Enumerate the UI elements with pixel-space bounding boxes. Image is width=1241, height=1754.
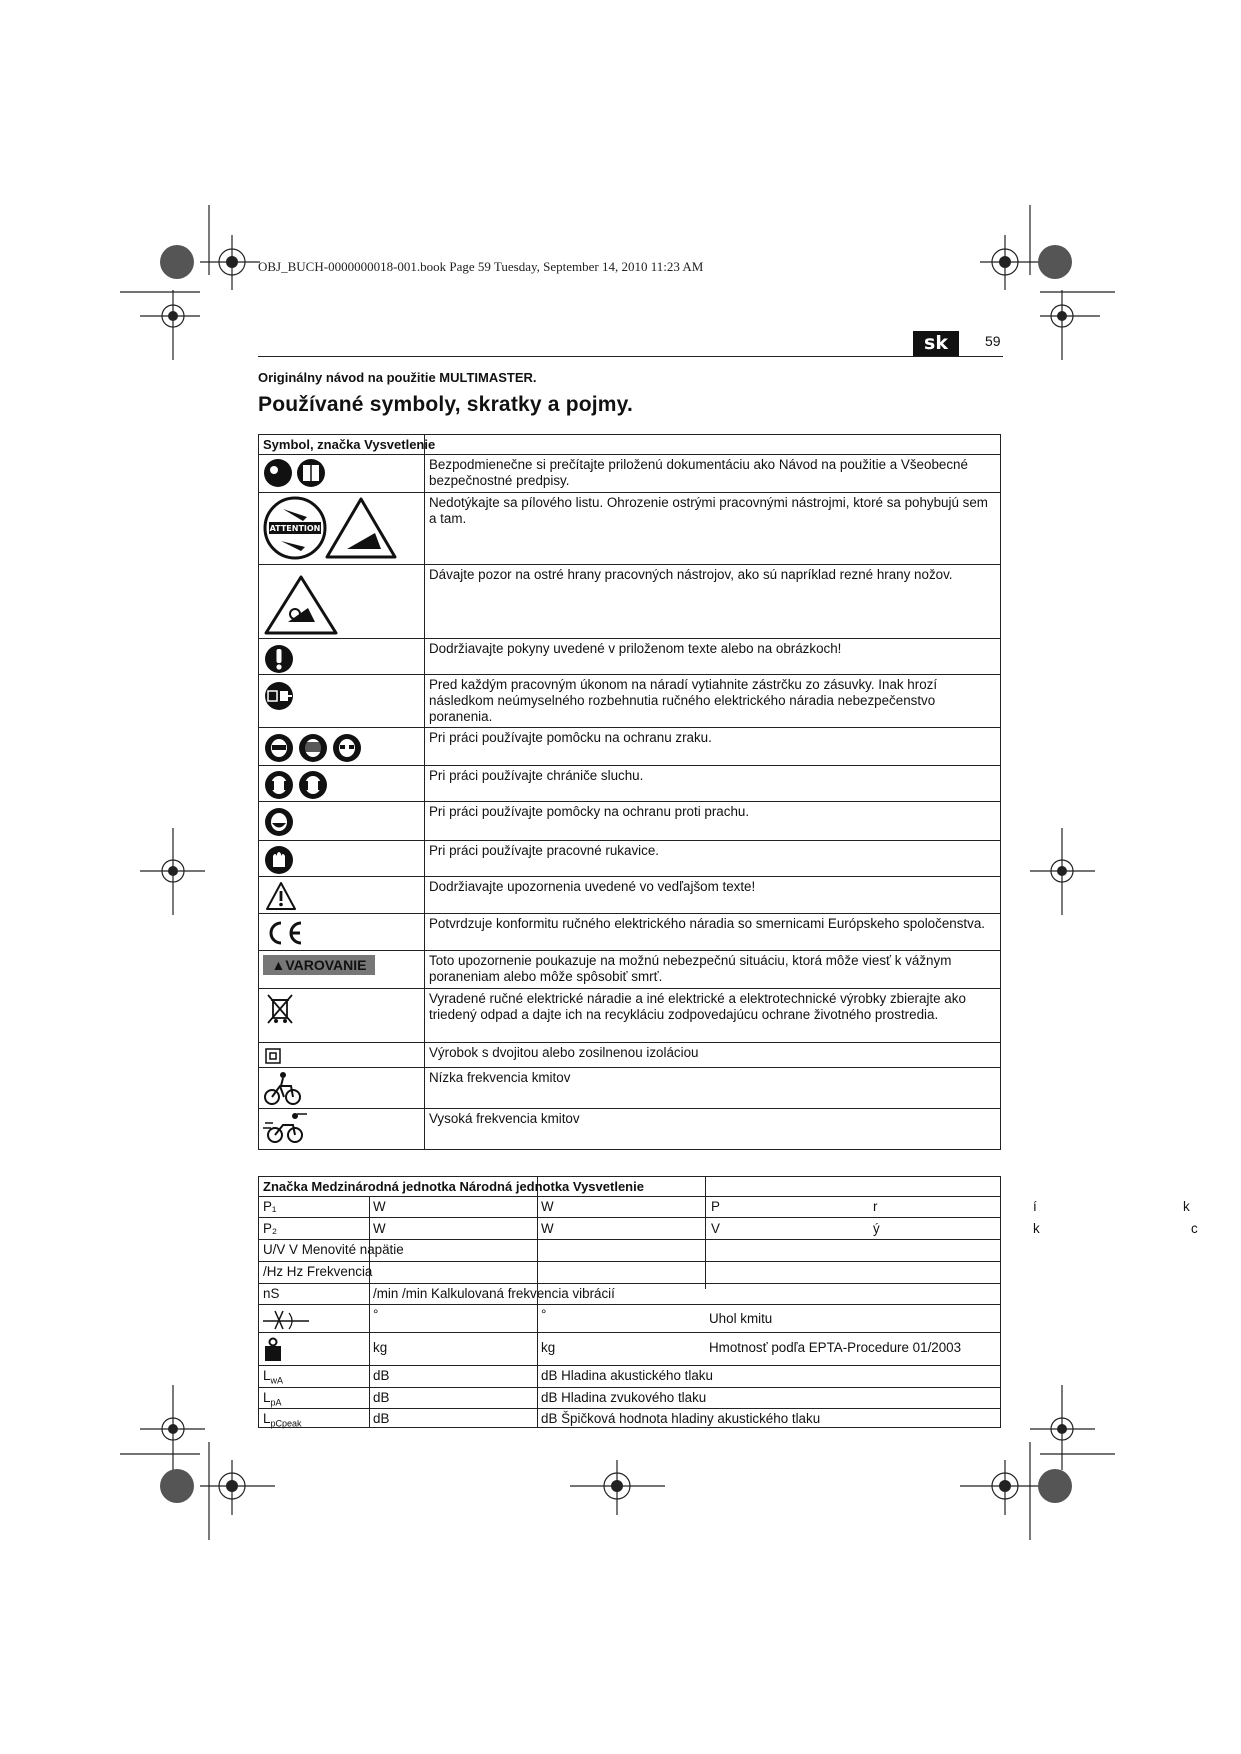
unit-symbol: $L_{pA}$ <box>263 1390 282 1408</box>
symbol-row-text: Dodržiavajte upozornenia uvedené vo vedľajšom texte! <box>429 879 756 894</box>
warning-triangle-icon <box>265 881 297 911</box>
book-file-info: OBJ_BUCH-0000000018-001.book Page 59 Tuesday, September 14, 2010 11:23 AM <box>258 259 704 274</box>
page-title: Používané symboly, skratky a pojmy. <box>258 393 634 416</box>
unit-row-text: U/V V Menovité napätie <box>263 1242 404 1257</box>
eye-protection-icons <box>263 732 363 764</box>
symbol-row-text: Pri práci používajte pracovné rukavice. <box>429 843 659 858</box>
symbol-row-text: Pri práci používajte chrániče sluchu. <box>429 768 644 783</box>
unit-description: V <box>711 1221 720 1236</box>
read-manual-icon <box>263 457 327 489</box>
symbol-row-text: Výrobok s dvojitou alebo zosilnenou izoláciou <box>429 1045 699 1060</box>
unit-national: W <box>541 1221 554 1236</box>
warning-symbol-icon: ▲ <box>271 957 286 973</box>
symbol-row-text: Dávajte pozor na ostré hrany pracovných nástrojov, ako sú napríklad rezné hrany nožov. <box>429 567 953 582</box>
unit-symbol: $L_{wA}$ <box>263 1368 283 1386</box>
weight-icon <box>263 1337 283 1363</box>
unit-description: P <box>711 1199 720 1214</box>
symbols-table <box>258 434 1001 1150</box>
unit-international: dB <box>373 1368 390 1383</box>
varovanie-label <box>263 955 375 975</box>
page-number: 59 <box>985 333 1001 349</box>
unit-symbol: nS <box>263 1286 280 1301</box>
ce-mark-icon <box>265 919 305 947</box>
svg-text:ATTENTION: ATTENTION <box>269 524 321 533</box>
symbol-row-text: Nízka frekvencia kmitov <box>429 1070 571 1085</box>
unit-international: W <box>373 1221 386 1236</box>
unit-description-fragment: k <box>1183 1199 1190 1214</box>
header-rule <box>258 356 1003 357</box>
symbol-row-text: Vyradené ručné elektrické náradie a iné elektrické a elektrotechnické výrobky zbierajte ako triedený odpad a dajte ich na recykláciu zodpovedajúcu ochrane životného prostredia. <box>429 991 966 1022</box>
symbol-row-text: Nedotýkajte sa pílového listu. Ohrozenie ostrými pracovnými nástrojmi, ktoré sa pohybujú sem a tam. <box>429 495 988 526</box>
unit-international: dB <box>373 1411 390 1426</box>
sharp-edge-warning-icon <box>263 574 339 636</box>
bicycle-fast-icon <box>263 1111 309 1145</box>
oscillation-angle-icon <box>261 1307 311 1331</box>
weee-bin-icon <box>265 992 295 1026</box>
unit-description: Hmotnosť podľa EPTA-Procedure 01/2003 <box>709 1340 962 1355</box>
unit-row-text: dB Hladina akustického tlaku <box>541 1368 713 1383</box>
unit-row-text: /min /min Kalkulovaná frekvencia vibrácií <box>373 1286 615 1301</box>
unit-international: dB <box>373 1390 390 1405</box>
unit-international: ° <box>373 1307 379 1322</box>
unit-international: kg <box>373 1340 388 1355</box>
double-insulation-icon <box>265 1048 281 1064</box>
attention-blade-icon <box>263 495 398 561</box>
symbol-row-text: Dodržiavajte pokyny uvedené v priloženom texte alebo na obrázkoch! <box>429 641 842 656</box>
unit-symbol: P₁ <box>263 1199 277 1214</box>
unit-description: Uhol kmitu <box>709 1311 773 1326</box>
units-table-header: Značka Medzinárodná jednotka Národná jednotka Vysvetlenie <box>263 1179 644 1194</box>
unit-symbol: P₂ <box>263 1221 278 1236</box>
symbol-row-text: Potvrdzuje konformitu ručného elektrického náradia so smernicami Európskeho spoločenstva. <box>429 916 985 931</box>
varovanie-text: VAROVANIE <box>285 957 367 973</box>
unit-symbol: $L_{pCpeak}$ <box>263 1411 302 1429</box>
ear-protection-icons <box>263 769 329 801</box>
language-badge: sk <box>913 331 959 356</box>
symbol-row-text: Vysoká frekvencia kmitov <box>429 1111 580 1126</box>
units-table <box>258 1176 1198 1429</box>
bicycle-slow-icon <box>263 1070 303 1106</box>
unit-description-fragment: r <box>873 1199 878 1214</box>
symbol-row-text: Pri práci používajte pomôcku na ochranu zraku. <box>429 730 712 745</box>
unplug-icon <box>263 680 295 712</box>
dust-mask-icon <box>263 806 295 838</box>
unit-description-fragment: c <box>1191 1221 1198 1236</box>
unit-row-text: dB Špičková hodnota hladiny akustického tlaku <box>541 1411 821 1426</box>
symbol-row-text: Pred každým pracovným úkonom na náradí vytiahnite zástrčku zo zásuvky. Inak hrozí následkom neúmyselného rozbehnutia ručného elektrického náradia nebezpečenstvo poranenia. <box>429 677 938 724</box>
unit-national: kg <box>541 1340 556 1355</box>
exclamation-icon <box>263 643 295 675</box>
unit-national: ° <box>541 1307 547 1322</box>
symbol-row-text: Pri práci používajte pomôcky na ochranu proti prachu. <box>429 804 750 819</box>
symbol-row-text: Toto upozornenie poukazuje na možnú nebezpečnú situáciu, ktorá môže viesť k vážnym poraneniam alebo môže spôsobiť smrť. <box>429 953 952 984</box>
unit-international: W <box>373 1199 386 1214</box>
unit-description-fragment: k <box>1033 1221 1040 1236</box>
document-subtitle: Originálny návod na použitie MULTIMASTER. <box>258 370 537 385</box>
unit-description-fragment: í <box>1033 1199 1037 1214</box>
unit-description-fragment: ý <box>873 1221 880 1236</box>
unit-row-text: /Hz Hz Frekvencia <box>263 1264 373 1279</box>
symbols-table-header: Symbol, značka Vysvetlenie <box>263 437 436 452</box>
unit-row-text: dB Hladina zvukového tlaku <box>541 1390 707 1405</box>
symbol-row-text: Bezpodmienečne si prečítajte priloženú dokumentáciu ako Návod na použitie a Všeobecné bezpečnostné predpisy. <box>429 457 968 488</box>
gloves-icon <box>263 844 295 876</box>
unit-national: W <box>541 1199 554 1214</box>
